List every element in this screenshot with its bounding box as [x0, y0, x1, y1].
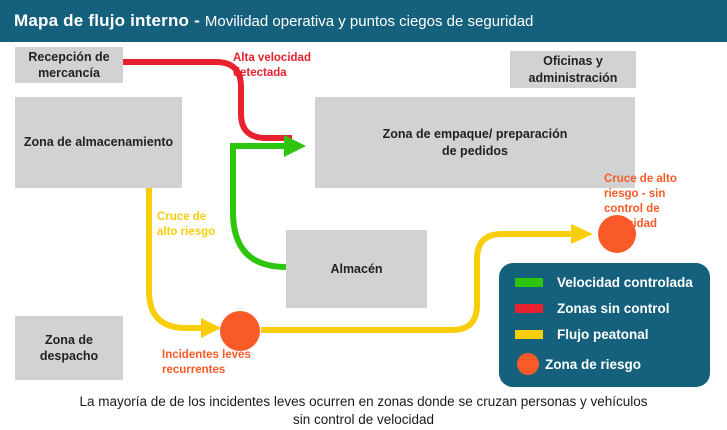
zone-label: Zona de almacenamiento — [23, 135, 174, 150]
annotation-incidentes-leves: Incidentes leves recurrentes — [162, 349, 251, 376]
red-line-swatch-icon — [515, 304, 543, 313]
legend-item-zonas-sin-control — [515, 301, 696, 316]
legend-label: Zona de riesgo — [545, 356, 642, 372]
zone-almacen — [286, 230, 427, 308]
yellow-arrowhead-icon-2 — [571, 224, 593, 244]
annotation-alta-velocidad: Alta velocidad detectada — [233, 52, 311, 79]
zone-label: Zona de despacho — [39, 332, 99, 363]
legend-panel — [499, 263, 710, 387]
footer-caption: La mayoría de de los incidentes leves ocurren en zonas donde se cruzan personas y vehículos sin control de velocidad — [79, 394, 648, 427]
legend-label: Zonas sin control — [557, 301, 670, 316]
yellow-line-swatch-icon — [515, 330, 543, 339]
legend-item-flujo-peatonal — [515, 327, 696, 342]
risk-circle-swatch-icon — [517, 353, 539, 375]
zone-oficinas-administracion — [510, 51, 636, 88]
annotation-cruce-alto-riesgo: Cruce de alto riesgo — [157, 211, 216, 238]
zone-label: Almacén — [330, 261, 383, 276]
legend-item-velocidad-controlada — [515, 275, 696, 290]
page-title: Mapa de flujo interno - — [14, 11, 205, 30]
annotation-cruce-sin-control: Cruce de alto riesgo - sin control de velocidad — [604, 173, 677, 230]
page-subtitle: Movilidad operativa y puntos ciegos de seguridad — [204, 12, 534, 30]
risk-zone-circle-incidents — [220, 311, 260, 351]
yellow-arrowhead-icon-1 — [201, 318, 221, 338]
legend-item-zona-de-riesgo — [515, 353, 696, 375]
zone-recepcion-mercancia — [15, 47, 123, 83]
zone-empaque-pedidos — [315, 97, 635, 188]
footer-caption-wrap — [0, 393, 727, 429]
green-line-swatch-icon — [515, 278, 543, 287]
zone-almacenamiento — [15, 97, 182, 188]
zone-label: Oficinas y administración — [528, 54, 618, 85]
flow-yellow-to-risk1 — [149, 188, 201, 328]
green-arrowhead-icon — [284, 135, 306, 157]
legend-label: Velocidad controlada — [557, 275, 693, 290]
zone-despacho — [15, 316, 123, 380]
flow-green-to-warehouse — [233, 143, 286, 267]
legend-label: Flujo peatonal — [557, 327, 649, 342]
zone-label: Recepción de mercancía — [28, 49, 110, 80]
zone-label: Zona de empaque/ preparación de pedidos — [382, 127, 568, 158]
